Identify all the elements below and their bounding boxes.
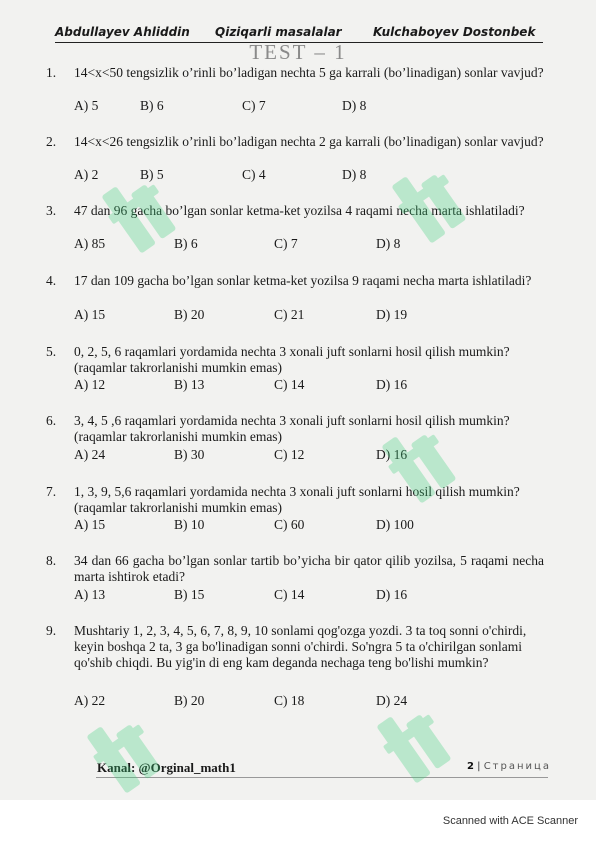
option-b: B) 5: [140, 167, 164, 182]
question-text: 34 dan 66 gacha bo’lgan sonlar tartib bo’yicha bir qator qilib yozilsa, 5 raqami necha marta ishtirok etadi?: [74, 553, 544, 584]
option-b: B) 6: [140, 98, 164, 113]
question-text: 47 dan 96 gacha bo’lgan sonlar ketma-ket yozilsa 4 raqami necha marta ishlatiladi?: [74, 203, 525, 218]
option-d: D) 8: [342, 167, 367, 182]
answer-options: [74, 307, 544, 323]
option-a: A) 22: [74, 693, 106, 708]
option-a: A) 24: [74, 447, 106, 462]
answer-options: [74, 98, 544, 114]
channel-link: Kanal: @Orginal_math1: [97, 760, 236, 775]
option-c: C) 60: [274, 517, 305, 532]
option-c: C) 21: [274, 307, 305, 322]
option-d: D) 8: [376, 236, 401, 251]
option-a: A) 15: [74, 517, 106, 532]
answer-options: [74, 587, 544, 603]
option-a: A) 15: [74, 307, 106, 322]
answer-options: [74, 167, 544, 183]
option-c: C) 12: [274, 447, 305, 462]
answer-options: [74, 236, 544, 252]
test-title: TEST – 1: [249, 40, 347, 64]
question-number: 1.: [46, 65, 57, 80]
option-c: C) 7: [242, 98, 266, 113]
answer-options: [74, 447, 544, 463]
option-b: B) 20: [174, 693, 205, 708]
question-number: 4.: [46, 273, 57, 288]
header-author-left: Abdullayev Ahliddin: [55, 25, 190, 39]
question-number: 6.: [46, 413, 57, 428]
option-d: D) 16: [376, 587, 408, 602]
header-author-right: Kulchaboyev Dostonbek: [373, 25, 536, 39]
option-b: B) 6: [174, 236, 198, 251]
option-d: D) 16: [376, 447, 408, 462]
question-number: 5.: [46, 344, 57, 359]
question-number: 7.: [46, 484, 57, 499]
option-a: A) 85: [74, 236, 106, 251]
option-b: B) 15: [174, 587, 205, 602]
option-b: B) 13: [174, 377, 205, 392]
page-number-label: 2 | Страница: [467, 761, 551, 772]
scanner-note: Scanned with ACE Scanner: [442, 815, 578, 827]
answer-options: [74, 517, 544, 533]
page-word: Страница: [483, 761, 551, 772]
answer-options: [74, 377, 544, 393]
option-d: D) 16: [376, 377, 408, 392]
question-number: 3.: [46, 203, 57, 218]
option-c: C) 7: [274, 236, 298, 251]
option-c: C) 14: [274, 587, 305, 602]
option-b: B) 10: [174, 517, 205, 532]
question-number: 2.: [46, 134, 57, 149]
option-d: D) 24: [376, 693, 408, 708]
question-text: 14<x<50 tengsizlik o’rinli bo’ladigan nechta 5 ga karrali (bo’linadigan) sonlar vavjud?: [74, 65, 544, 80]
option-c: C) 14: [274, 377, 305, 392]
option-a: A) 13: [74, 587, 106, 602]
question-number: 9.: [46, 623, 57, 638]
option-b: B) 20: [174, 307, 205, 322]
option-b: B) 30: [174, 447, 205, 462]
watermark-logo-icon: [385, 140, 495, 250]
question-text: 3, 4, 5 ,6 raqamlari yordamida nechta 3 xonali juft sonlarni hosil qilish mumkin?(raqamlar takrorlanishi mumkin emas): [74, 413, 510, 444]
header-subject: Qiziqarli masalalar: [215, 25, 342, 39]
question-text: 14<x<26 tengsizlik o’rinli bo’ladigan nechta 2 ga karrali (bo’linadigan) sonlar vavjud?: [74, 134, 544, 149]
option-c: C) 4: [242, 167, 266, 182]
footer-divider: [96, 777, 548, 778]
answer-options: [74, 693, 544, 709]
question-text: 17 dan 109 gacha bo’lgan sonlar ketma-ket yozilsa 9 raqami necha marta ishlatiladi?: [74, 273, 532, 288]
question-text: 0, 2, 5, 6 raqamlari yordamida nechta 3 xonali juft sonlarni hosil qilish mumkin?(raqamlar takrorlanishi mumkin emas): [74, 344, 510, 375]
option-d: D) 8: [342, 98, 367, 113]
question-number: 8.: [46, 553, 57, 568]
option-a: A) 5: [74, 98, 99, 113]
question-text: Mushtariy 1, 2, 3, 4, 5, 6, 7, 8, 9, 10 sonlami qog'ozga yozdi. 3 ta toq sonni o'chirdi, keyin boshqa 2 ta, 3 ga bo'linadigan sonni o'chirdi. So'ngra 5 ta o'chirilgan sonlami qo'shib chiqdi. Bu yig'in di eng kam deganda nechaga teng bo'lishi mumkin?: [74, 623, 527, 670]
question-text: 1, 3, 9, 5,6 raqamlari yordamida nechta 3 xonali juft sonlarni hosil qilish mumkin?(raqamlar takrorlanishi mumkin emas): [74, 484, 520, 515]
option-d: D) 19: [376, 307, 408, 322]
option-a: A) 2: [74, 167, 99, 182]
option-c: C) 18: [274, 693, 305, 708]
option-d: D) 100: [376, 517, 414, 532]
page-number: 2: [467, 761, 474, 772]
option-a: A) 12: [74, 377, 106, 392]
